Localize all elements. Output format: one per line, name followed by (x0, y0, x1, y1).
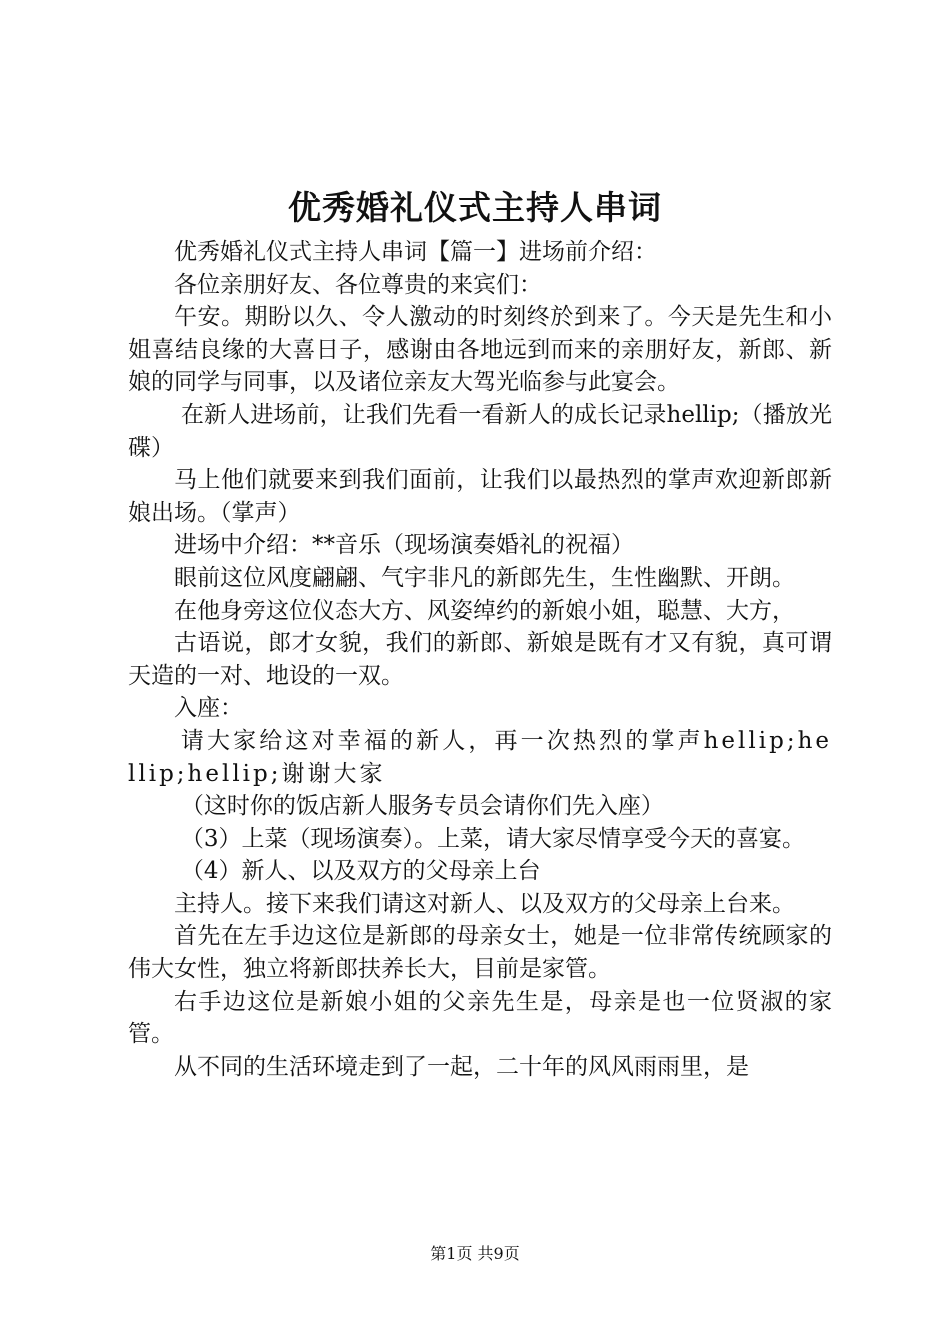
paragraph: 请大家给这对幸福的新人，再一次热烈的掌声hellip;hellip;hellip;谢谢大家 (128, 727, 832, 787)
paragraph: 各位亲朋好友、各位尊贵的来宾们： (174, 271, 542, 298)
paragraph: （3）上菜（现场演奏）。上菜，请大家尽情享受今天的喜宴。 (180, 825, 806, 852)
paragraph: 入座： (174, 695, 243, 722)
paragraph: 进场中介绍：**音乐（现场演奏婚礼的祝福） (174, 532, 634, 559)
paragraph: 午安。期盼以久、令人激动的时刻终於到来了。今天是先生和小姐喜结良缘的大喜日子，感谢由各地远到而来的亲朋好友，新郎、新娘的同学与同事，以及诸位亲友大驾光临参与此宴会。 (128, 304, 832, 396)
paragraph: 从不同的生活环境走到了一起，二十年的风风雨雨里，是 (174, 1053, 749, 1080)
paragraph: 眼前这位风度翩翩、气宇非凡的新郎先生，生性幽默、开朗。 (174, 564, 795, 591)
page-footer: 第1页 共9页 (430, 1244, 520, 1263)
paragraph: 主持人。接下来我们请这对新人、以及双方的父母亲上台来。 (174, 890, 795, 917)
paragraph: 优秀婚礼仪式主持人串词【篇一】进场前介绍： (174, 239, 657, 265)
paragraph: 古语说，郎才女貌，我们的新郎、新娘是既有才又有貌，真可谓天造的一对、地设的一双。 (128, 630, 832, 689)
paragraph: 右手边这位是新娘小姐的父亲先生是，母亲是也一位贤淑的家管。 (128, 988, 832, 1048)
paragraph: 在他身旁这位仪态大方、风姿绰约的新娘小姐，聪慧、大方， (174, 597, 795, 624)
paragraph: （这时你的饭店新人服务专员会请你们先入座） (180, 793, 664, 820)
paragraph: 首先在左手边这位是新郎的母亲女士，她是一位非常传统顾家的伟大女性，独立将新郎扶养长大，目前是家管。 (128, 923, 832, 983)
document-body (128, 236, 832, 1083)
paragraph: 马上他们就要来到我们面前，让我们以最热烈的掌声欢迎新郎新娘出场。（掌声） (128, 467, 832, 526)
document-title: 优秀婚礼仪式主持人串词 (288, 188, 662, 227)
paragraph: （4）新人、以及双方的父母亲上台 (180, 858, 541, 885)
paragraph: 在新人进场前，让我们先看一看新人的成长记录hellip;（播放光碟） (128, 401, 832, 461)
